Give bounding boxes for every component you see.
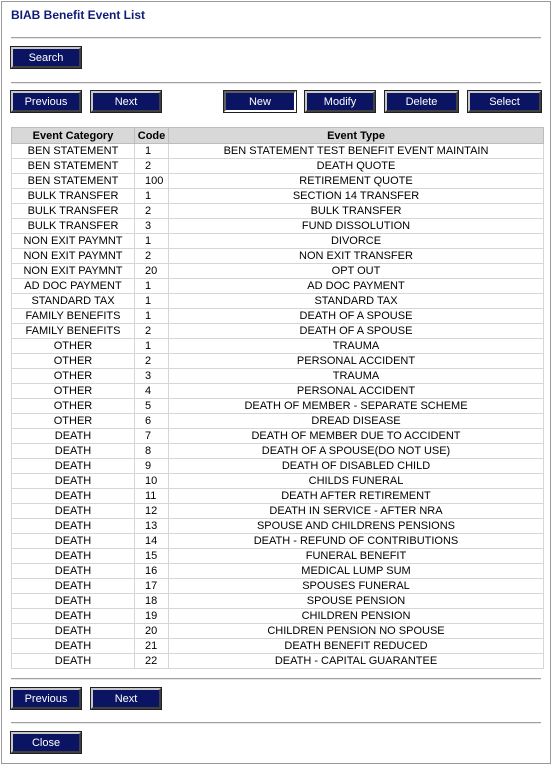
cell-code: 3 bbox=[135, 219, 169, 234]
table-row[interactable] bbox=[12, 189, 544, 204]
cell-event-category: OTHER bbox=[12, 384, 135, 399]
table-row[interactable] bbox=[12, 294, 544, 309]
table-row[interactable] bbox=[12, 354, 544, 369]
table-row[interactable] bbox=[12, 309, 544, 324]
cell-code: 1 bbox=[135, 309, 169, 324]
events-table bbox=[11, 127, 544, 669]
cell-event-category: OTHER bbox=[12, 339, 135, 354]
cell-event-category: DEATH bbox=[12, 519, 135, 534]
cell-code: 18 bbox=[135, 594, 169, 609]
cell-code: 100 bbox=[135, 174, 169, 189]
cell-event-category: STANDARD TAX bbox=[12, 294, 135, 309]
cell-event-type: OPT OUT bbox=[169, 264, 544, 279]
cell-code: 12 bbox=[135, 504, 169, 519]
cell-code: 19 bbox=[135, 609, 169, 624]
cell-code: 4 bbox=[135, 384, 169, 399]
cell-event-category: DEATH bbox=[12, 444, 135, 459]
cell-event-category: DEATH bbox=[12, 549, 135, 564]
cell-event-category: FAMILY BENEFITS bbox=[12, 309, 135, 324]
cell-code: 22 bbox=[135, 654, 169, 669]
table-row[interactable] bbox=[12, 249, 544, 264]
cell-event-category: DEATH bbox=[12, 579, 135, 594]
table-row[interactable] bbox=[12, 204, 544, 219]
cell-event-type: SPOUSE PENSION bbox=[169, 594, 544, 609]
cell-code: 21 bbox=[135, 639, 169, 654]
cell-event-category: DEATH bbox=[12, 624, 135, 639]
table-row[interactable] bbox=[12, 174, 544, 189]
cell-event-category: BULK TRANSFER bbox=[12, 189, 135, 204]
cell-event-type: DEATH - CAPITAL GUARANTEE bbox=[169, 654, 544, 669]
new-button[interactable]: New bbox=[224, 91, 296, 112]
cell-event-type: SPOUSE AND CHILDRENS PENSIONS bbox=[169, 519, 544, 534]
cell-event-type: STANDARD TAX bbox=[169, 294, 544, 309]
table-row[interactable] bbox=[12, 384, 544, 399]
cell-event-category: DEATH bbox=[12, 609, 135, 624]
cell-event-type: DEATH OF A SPOUSE(DO NOT USE) bbox=[169, 444, 544, 459]
cell-event-type: SECTION 14 TRANSFER bbox=[169, 189, 544, 204]
cell-code: 8 bbox=[135, 444, 169, 459]
cell-code: 1 bbox=[135, 339, 169, 354]
cell-event-category: DEATH bbox=[12, 639, 135, 654]
table-row[interactable] bbox=[12, 549, 544, 564]
cell-event-category: BEN STATEMENT bbox=[12, 144, 135, 159]
divider-bottom-nav bbox=[11, 678, 541, 680]
divider-search bbox=[11, 82, 541, 84]
cell-event-type: DREAD DISEASE bbox=[169, 414, 544, 429]
cell-event-category: DEATH bbox=[12, 459, 135, 474]
modify-button[interactable]: Modify bbox=[305, 91, 375, 112]
cell-event-type: DEATH QUOTE bbox=[169, 159, 544, 174]
page-title: BIAB Benefit Event List bbox=[11, 8, 146, 22]
cell-code: 2 bbox=[135, 354, 169, 369]
divider-top bbox=[11, 37, 541, 39]
cell-event-category: OTHER bbox=[12, 399, 135, 414]
cell-code: 20 bbox=[135, 624, 169, 639]
cell-event-type: DEATH BENEFIT REDUCED bbox=[169, 639, 544, 654]
cell-code: 15 bbox=[135, 549, 169, 564]
table-row[interactable] bbox=[12, 339, 544, 354]
cell-event-type: DEATH IN SERVICE - AFTER NRA bbox=[169, 504, 544, 519]
next-button-bottom[interactable]: Next bbox=[91, 688, 161, 709]
previous-button-bottom[interactable]: Previous bbox=[11, 688, 81, 709]
table-row[interactable] bbox=[12, 639, 544, 654]
cell-event-category: DEATH bbox=[12, 534, 135, 549]
table-row[interactable] bbox=[12, 594, 544, 609]
cell-code: 9 bbox=[135, 459, 169, 474]
cell-event-category: NON EXIT PAYMNT bbox=[12, 264, 135, 279]
table-row[interactable] bbox=[12, 159, 544, 174]
cell-event-type: SPOUSES FUNERAL bbox=[169, 579, 544, 594]
cell-event-type: RETIREMENT QUOTE bbox=[169, 174, 544, 189]
table-row[interactable] bbox=[12, 264, 544, 279]
cell-code: 5 bbox=[135, 399, 169, 414]
cell-event-type: PERSONAL ACCIDENT bbox=[169, 354, 544, 369]
cell-code: 16 bbox=[135, 564, 169, 579]
cell-event-category: DEATH bbox=[12, 489, 135, 504]
table-row[interactable] bbox=[12, 444, 544, 459]
header-code: Code bbox=[135, 128, 169, 144]
close-button[interactable]: Close bbox=[11, 732, 81, 753]
table-row[interactable] bbox=[12, 459, 544, 474]
cell-event-type: TRAUMA bbox=[169, 339, 544, 354]
cell-event-category: BEN STATEMENT bbox=[12, 159, 135, 174]
cell-code: 2 bbox=[135, 159, 169, 174]
cell-code: 10 bbox=[135, 474, 169, 489]
select-button[interactable]: Select bbox=[468, 91, 541, 112]
cell-event-type: BULK TRANSFER bbox=[169, 204, 544, 219]
cell-event-type: BEN STATEMENT TEST BENEFIT EVENT MAINTAIN bbox=[169, 144, 544, 159]
cell-event-type: CHILDS FUNERAL bbox=[169, 474, 544, 489]
next-button-top[interactable]: Next bbox=[91, 91, 161, 112]
cell-code: 1 bbox=[135, 189, 169, 204]
table-row[interactable] bbox=[12, 429, 544, 444]
cell-code: 3 bbox=[135, 369, 169, 384]
table-row[interactable] bbox=[12, 564, 544, 579]
table-row[interactable] bbox=[12, 534, 544, 549]
cell-event-type: FUNERAL BENEFIT bbox=[169, 549, 544, 564]
cell-code: 6 bbox=[135, 414, 169, 429]
cell-event-category: NON EXIT PAYMNT bbox=[12, 234, 135, 249]
cell-code: 14 bbox=[135, 534, 169, 549]
cell-code: 1 bbox=[135, 234, 169, 249]
cell-event-category: DEATH bbox=[12, 429, 135, 444]
cell-event-category: BULK TRANSFER bbox=[12, 219, 135, 234]
table-row[interactable] bbox=[12, 624, 544, 639]
table-row[interactable] bbox=[12, 234, 544, 249]
cell-code: 2 bbox=[135, 324, 169, 339]
table-row[interactable] bbox=[12, 324, 544, 339]
cell-code: 1 bbox=[135, 144, 169, 159]
cell-event-category: BEN STATEMENT bbox=[12, 174, 135, 189]
delete-button[interactable]: Delete bbox=[385, 91, 458, 112]
cell-code: 1 bbox=[135, 294, 169, 309]
divider-close bbox=[11, 722, 541, 724]
cell-event-type: CHILDREN PENSION NO SPOUSE bbox=[169, 624, 544, 639]
header-event-category: Event Category bbox=[12, 128, 135, 144]
cell-event-category: DEATH bbox=[12, 474, 135, 489]
header-event-type: Event Type bbox=[169, 128, 544, 144]
cell-event-type: MEDICAL LUMP SUM bbox=[169, 564, 544, 579]
cell-event-type: PERSONAL ACCIDENT bbox=[169, 384, 544, 399]
cell-event-category: DEATH bbox=[12, 594, 135, 609]
cell-event-category: DEATH bbox=[12, 654, 135, 669]
cell-code: 13 bbox=[135, 519, 169, 534]
cell-event-type: DEATH OF DISABLED CHILD bbox=[169, 459, 544, 474]
cell-event-category: OTHER bbox=[12, 369, 135, 384]
cell-code: 20 bbox=[135, 264, 169, 279]
table-row[interactable] bbox=[12, 474, 544, 489]
cell-code: 2 bbox=[135, 204, 169, 219]
cell-event-type: DIVORCE bbox=[169, 234, 544, 249]
cell-code: 11 bbox=[135, 489, 169, 504]
table-row[interactable] bbox=[12, 489, 544, 504]
cell-code: 2 bbox=[135, 249, 169, 264]
cell-event-type: DEATH OF A SPOUSE bbox=[169, 309, 544, 324]
table-row[interactable] bbox=[12, 399, 544, 414]
table-row[interactable] bbox=[12, 519, 544, 534]
cell-event-type: DEATH OF MEMBER - SEPARATE SCHEME bbox=[169, 399, 544, 414]
table-row[interactable] bbox=[12, 609, 544, 624]
table-row[interactable] bbox=[12, 504, 544, 519]
cell-event-category: FAMILY BENEFITS bbox=[12, 324, 135, 339]
cell-event-category: BULK TRANSFER bbox=[12, 204, 135, 219]
previous-button-top[interactable]: Previous bbox=[11, 91, 81, 112]
cell-event-category: DEATH bbox=[12, 564, 135, 579]
table-row[interactable] bbox=[12, 414, 544, 429]
cell-event-type: DEATH OF A SPOUSE bbox=[169, 324, 544, 339]
cell-event-type: CHILDREN PENSION bbox=[169, 609, 544, 624]
table-row[interactable] bbox=[12, 144, 544, 159]
cell-event-category: NON EXIT PAYMNT bbox=[12, 249, 135, 264]
table-row[interactable] bbox=[12, 369, 544, 384]
cell-event-type: DEATH AFTER RETIREMENT bbox=[169, 489, 544, 504]
cell-event-type: AD DOC PAYMENT bbox=[169, 279, 544, 294]
cell-event-category: AD DOC PAYMENT bbox=[12, 279, 135, 294]
table-row[interactable] bbox=[12, 579, 544, 594]
cell-event-category: OTHER bbox=[12, 414, 135, 429]
cell-event-type: NON EXIT TRANSFER bbox=[169, 249, 544, 264]
table-row[interactable] bbox=[12, 219, 544, 234]
cell-event-type: DEATH OF MEMBER DUE TO ACCIDENT bbox=[169, 429, 544, 444]
table-header-row bbox=[12, 128, 544, 144]
cell-code: 7 bbox=[135, 429, 169, 444]
cell-code: 1 bbox=[135, 279, 169, 294]
cell-event-type: DEATH - REFUND OF CONTRIBUTIONS bbox=[169, 534, 544, 549]
cell-event-category: DEATH bbox=[12, 504, 135, 519]
cell-code: 17 bbox=[135, 579, 169, 594]
table-row[interactable] bbox=[12, 279, 544, 294]
cell-event-type: TRAUMA bbox=[169, 369, 544, 384]
table-row[interactable] bbox=[12, 654, 544, 669]
cell-event-category: OTHER bbox=[12, 354, 135, 369]
search-button[interactable]: Search bbox=[11, 47, 81, 68]
cell-event-type: FUND DISSOLUTION bbox=[169, 219, 544, 234]
